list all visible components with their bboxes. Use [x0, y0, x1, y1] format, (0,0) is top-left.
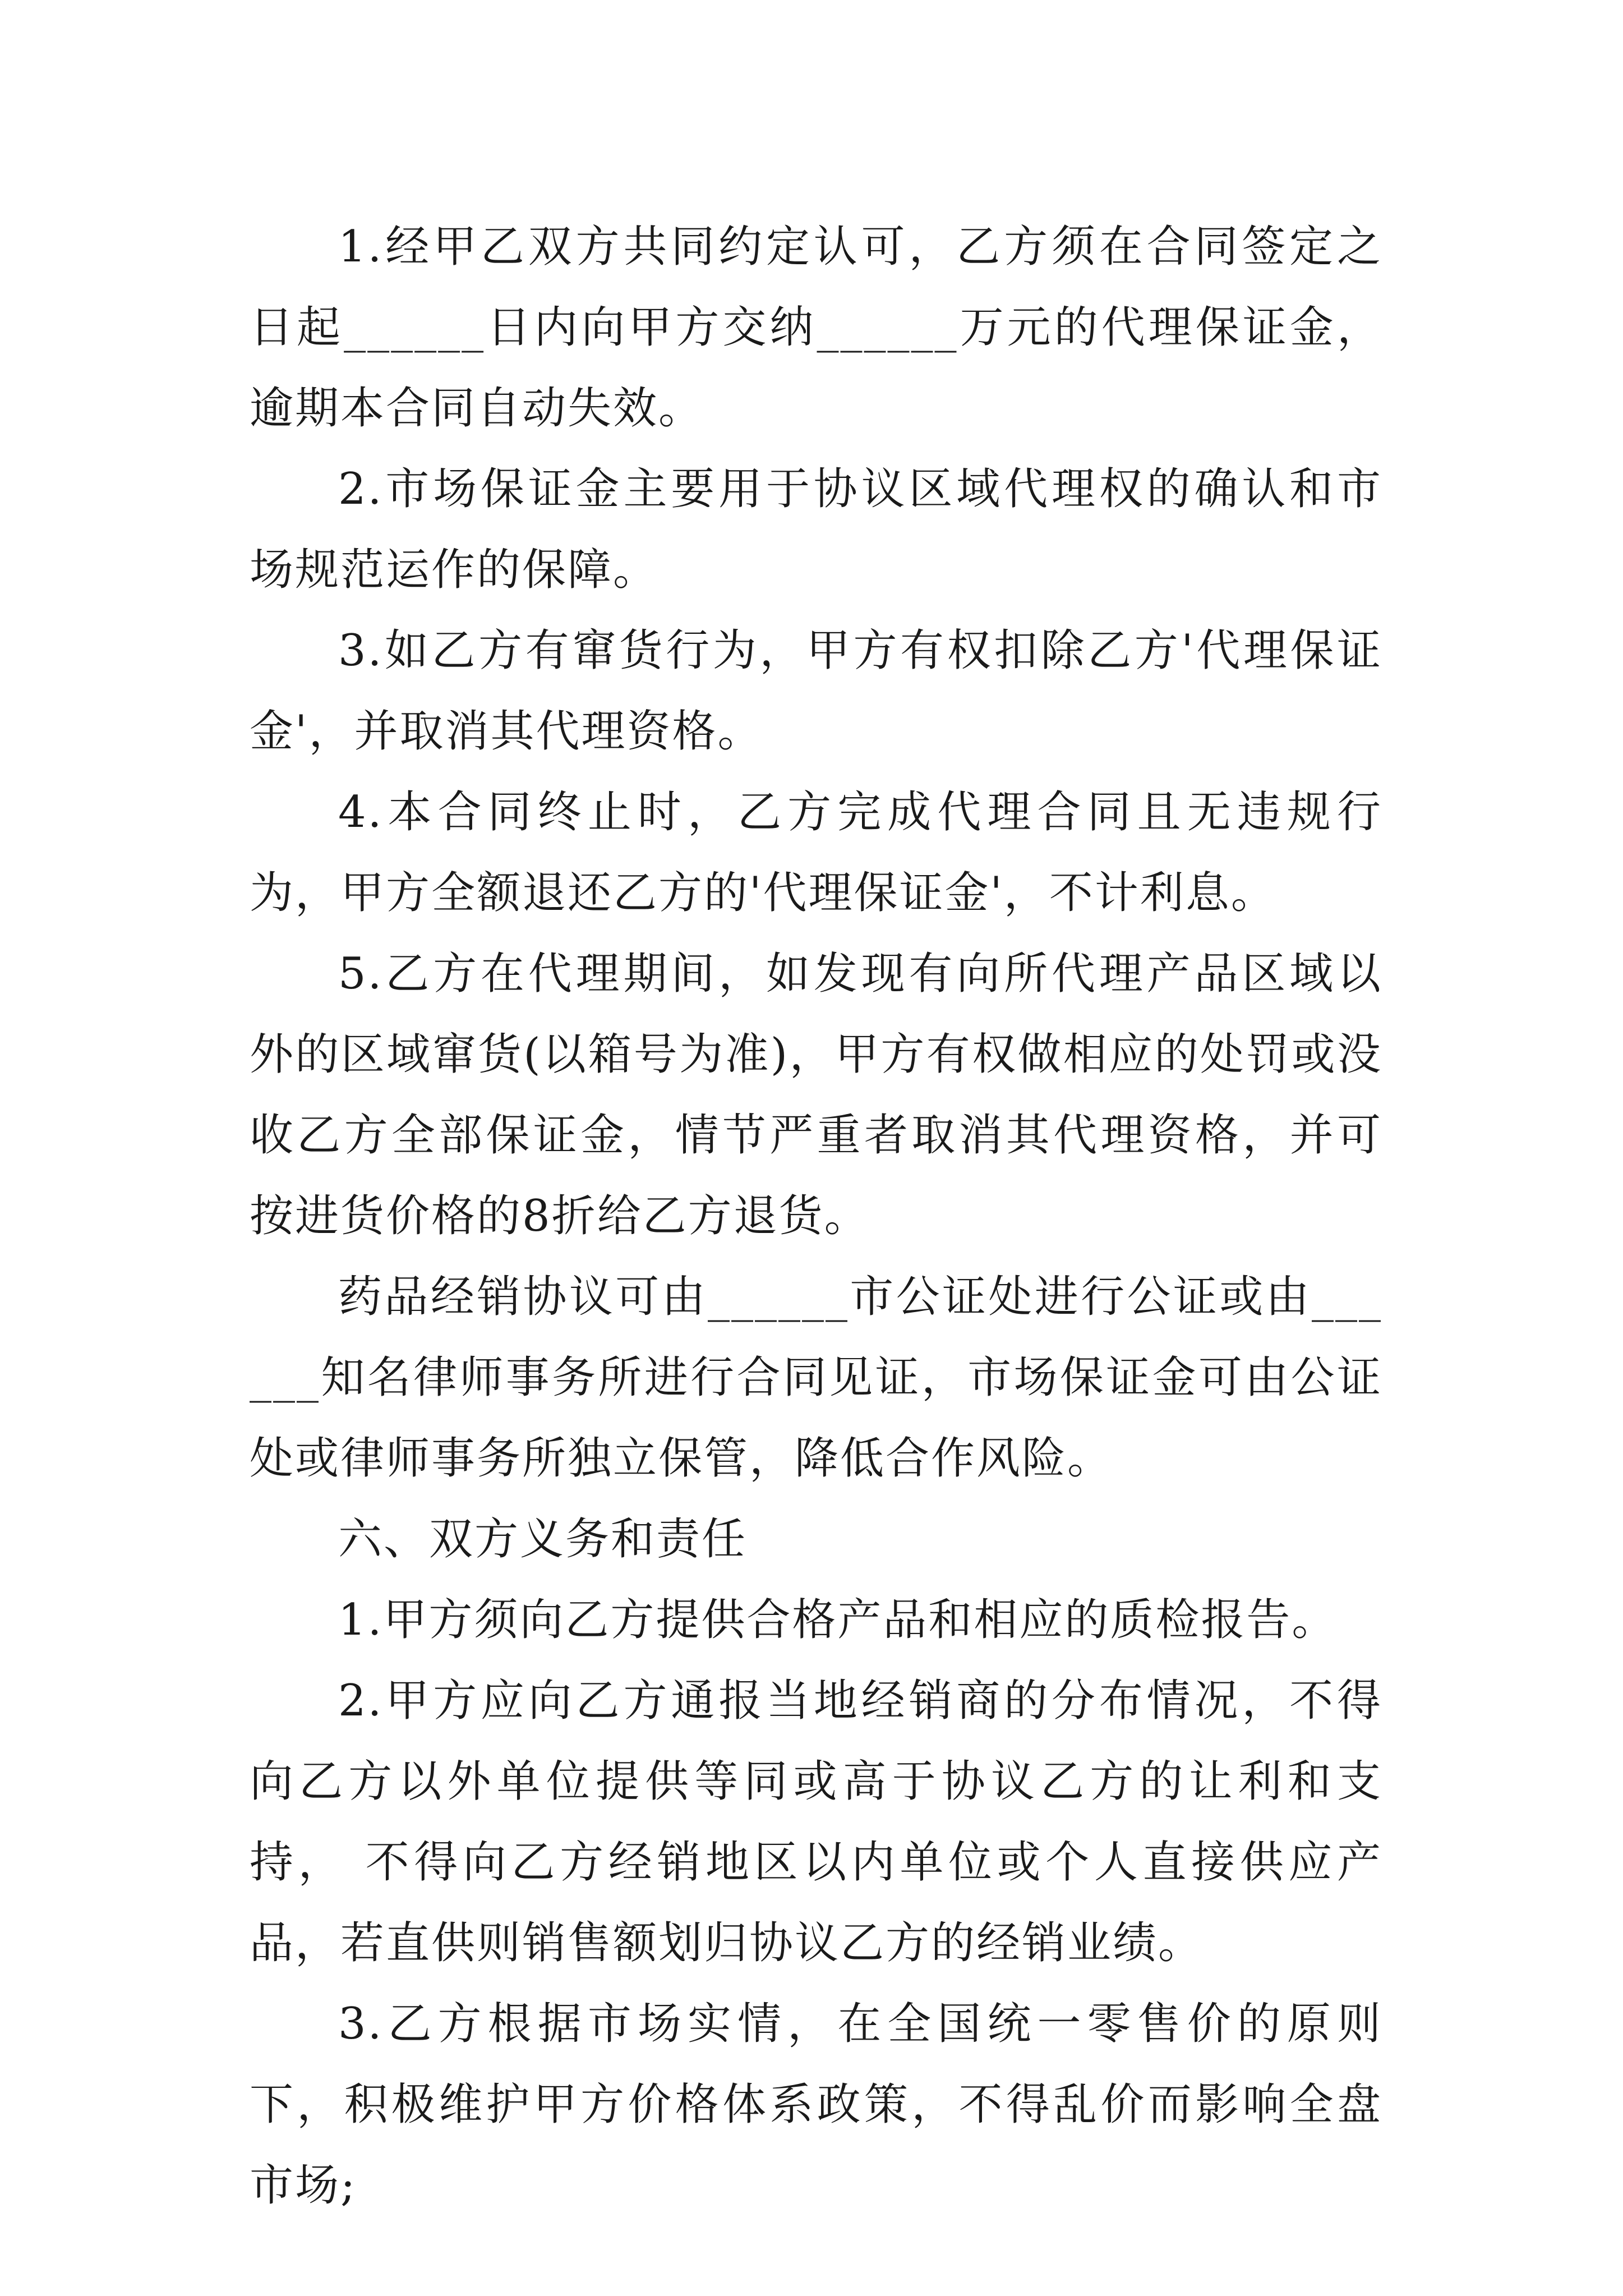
paragraph-cross-selling-penalty: 3.如乙方有窜货行为，甲方有权扣除乙方'代理保证金'，并取消其代理资格。	[250, 625, 1382, 757]
paragraph-notarization: 药品经销协议可由______市公证处进行公证或由______知名律师事务所进行合同见证，市场保证金可由公证处或律师事务所独立保管，降低合作风险。	[250, 1272, 1382, 1484]
paragraph-deposit-refund: 4.本合同终止时，乙方完成代理合同且无违规行为，甲方全额退还乙方的'代理保证金'，不计利息。	[250, 787, 1382, 918]
paragraph-quality-report: 1.甲方须向乙方提供合格产品和相应的质检报告。	[338, 1595, 1338, 1645]
paragraph-region-violation: 5.乙方在代理期间，如发现有向所代理产品区域以外的区域窜货(以箱号为准)，甲方有权做相应的处罚或没收乙方全部保证金，情节严重者取消其代理资格，并可按进货价格的8折给乙方退货。	[250, 949, 1382, 1241]
paragraph-deposit-payment: 1.经甲乙双方共同约定认可，乙方须在合同签定之日起______日内向甲方交纳______万元的代理保证金，逾期本合同自动失效。	[250, 222, 1382, 434]
section-heading-obligations: 六、双方义务和责任	[338, 1514, 748, 1565]
paragraph-distributor-notice: 2.甲方应向乙方通报当地经销商的分布情况，不得向乙方以外单位提供等同或高于协议乙方的让利和支持， 不得向乙方经销地区以内单位或个人直接供应产品，若直供则销售额划归协议乙方的经销业绩。	[250, 1676, 1382, 1968]
paragraph-price-policy: 3.乙方根据市场实情，在全国统一零售价的原则下，积极维护甲方价格体系政策，不得乱价而影响全盘市场;	[250, 1999, 1382, 2211]
paragraph-deposit-purpose: 2.市场保证金主要用于协议区域代理权的确认和市场规范运作的保障。	[250, 464, 1382, 595]
document-body	[250, 206, 1382, 2226]
